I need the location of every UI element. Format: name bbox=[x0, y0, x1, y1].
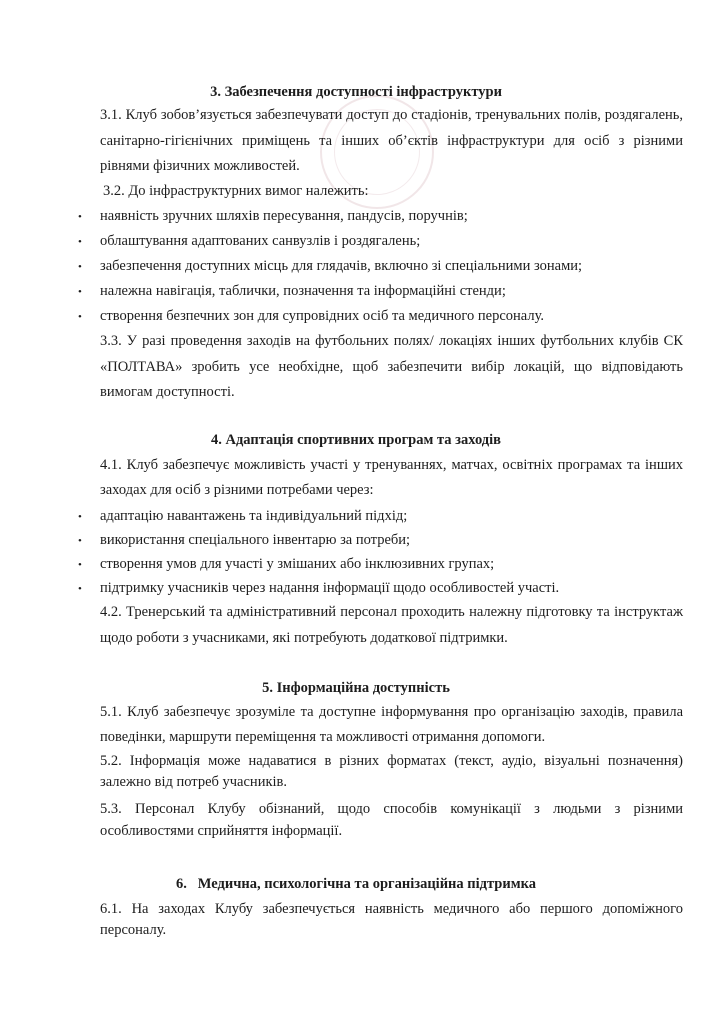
bullet-marker: • bbox=[78, 211, 82, 223]
section-3-heading: 3. Забезпечення доступності інфраструктури bbox=[210, 84, 502, 100]
list-item: належна навігація, таблички, позначення та інформаційні стенди; bbox=[100, 283, 506, 299]
paragraph-4-2-line-1: 4.2. Тренерський та адміністративний персонал проходить належну підготовку та інструктаж bbox=[100, 604, 683, 620]
bullet-marker: • bbox=[78, 261, 82, 273]
bullet-marker: • bbox=[78, 511, 82, 523]
bullet-marker: • bbox=[78, 311, 82, 323]
bullet-marker: • bbox=[78, 535, 82, 547]
bullet-marker: • bbox=[78, 286, 82, 298]
list-item: наявність зручних шляхів пересування, пандусів, поручнів; bbox=[100, 208, 468, 224]
list-item: створення умов для участі у змішаних або інклюзивних групах; bbox=[100, 556, 495, 572]
bullet-marker: • bbox=[78, 559, 82, 571]
paragraph-3-2: 3.2. До інфраструктурних вимог належить: bbox=[103, 183, 369, 199]
paragraph-5-3-line-2: особливостями сприйняття інформації. bbox=[100, 823, 343, 839]
paragraph-3-3-line-2: «ПОЛТАВА» зробить усе необхідне, щоб забезпечити вибір локацій, що відповідають bbox=[100, 359, 683, 375]
section-5-heading: 5. Інформаційна доступність bbox=[262, 680, 450, 696]
paragraph-5-1-line-1: 5.1. Клуб забезпечує зрозуміле та доступне інформування про організацію заходів, правила bbox=[100, 704, 683, 720]
bullet-marker: • bbox=[78, 583, 82, 595]
paragraph-5-3-line-1: 5.3. Персонал Клубу обізнаний, щодо способів комунікації з людьми з різними bbox=[100, 801, 683, 817]
paragraph-4-1-line-1: 4.1. Клуб забезпечує можливість участі у тренуваннях, матчах, освітніх програмах та інших bbox=[100, 457, 683, 473]
paragraph-5-2-line-2: залежно від потреб учасників. bbox=[100, 774, 287, 790]
paragraph-3-1-line-1: 3.1. Клуб зобов’язується забезпечувати доступ до стадіонів, тренувальних полів, роздягалень, bbox=[100, 107, 683, 123]
section-4-heading: 4. Адаптація спортивних програм та заходів bbox=[211, 432, 501, 448]
paragraph-3-1-line-2: санітарно-гігієнічних приміщень та інших об’єктів інфраструктури для осіб з різними bbox=[100, 133, 683, 149]
paragraph-6-1-line-1: 6.1. На заходах Клубу забезпечується наявність медичного або першого допоміжного bbox=[100, 901, 683, 917]
paragraph-5-2-line-1: 5.2. Інформація може надаватися в різних форматах (текст, аудіо, візуальні позначення) bbox=[100, 753, 683, 769]
paragraph-4-2-line-2: щодо роботи з учасниками, які потребують додаткової підтримки. bbox=[100, 630, 508, 646]
list-item: забезпечення доступних місць для глядачів, включно зі спеціальними зонами; bbox=[100, 258, 583, 274]
section-6-heading: 6. Медична, психологічна та організаційна підтримка bbox=[176, 876, 536, 892]
paragraph-6-1-line-2: персоналу. bbox=[100, 922, 167, 938]
paragraph-4-1-line-2: заходах для осіб з різними потребами через: bbox=[100, 482, 374, 498]
paragraph-3-3-line-1: 3.3. У разі проведення заходів на футбольних полях/ локаціях інших футбольних клубів СК bbox=[100, 333, 683, 349]
list-item: облаштування адаптованих санвузлів і роздягалень; bbox=[100, 233, 421, 249]
list-item: адаптацію навантажень та індивідуальний підхід; bbox=[100, 508, 408, 524]
paragraph-3-1-line-3: рівнями фізичних можливостей. bbox=[100, 158, 300, 174]
list-item: підтримку учасників через надання інформації щодо особливостей участі. bbox=[100, 580, 560, 596]
paragraph-5-1-line-2: поведінки, маршрути переміщення та можливості отримання допомоги. bbox=[100, 729, 546, 745]
list-item: використання спеціального інвентарю за потреби; bbox=[100, 532, 411, 548]
bullet-marker: • bbox=[78, 236, 82, 248]
paragraph-3-3-line-3: вимогам доступності. bbox=[100, 384, 235, 400]
list-item: створення безпечних зон для супровідних осіб та медичного персоналу. bbox=[100, 308, 544, 324]
